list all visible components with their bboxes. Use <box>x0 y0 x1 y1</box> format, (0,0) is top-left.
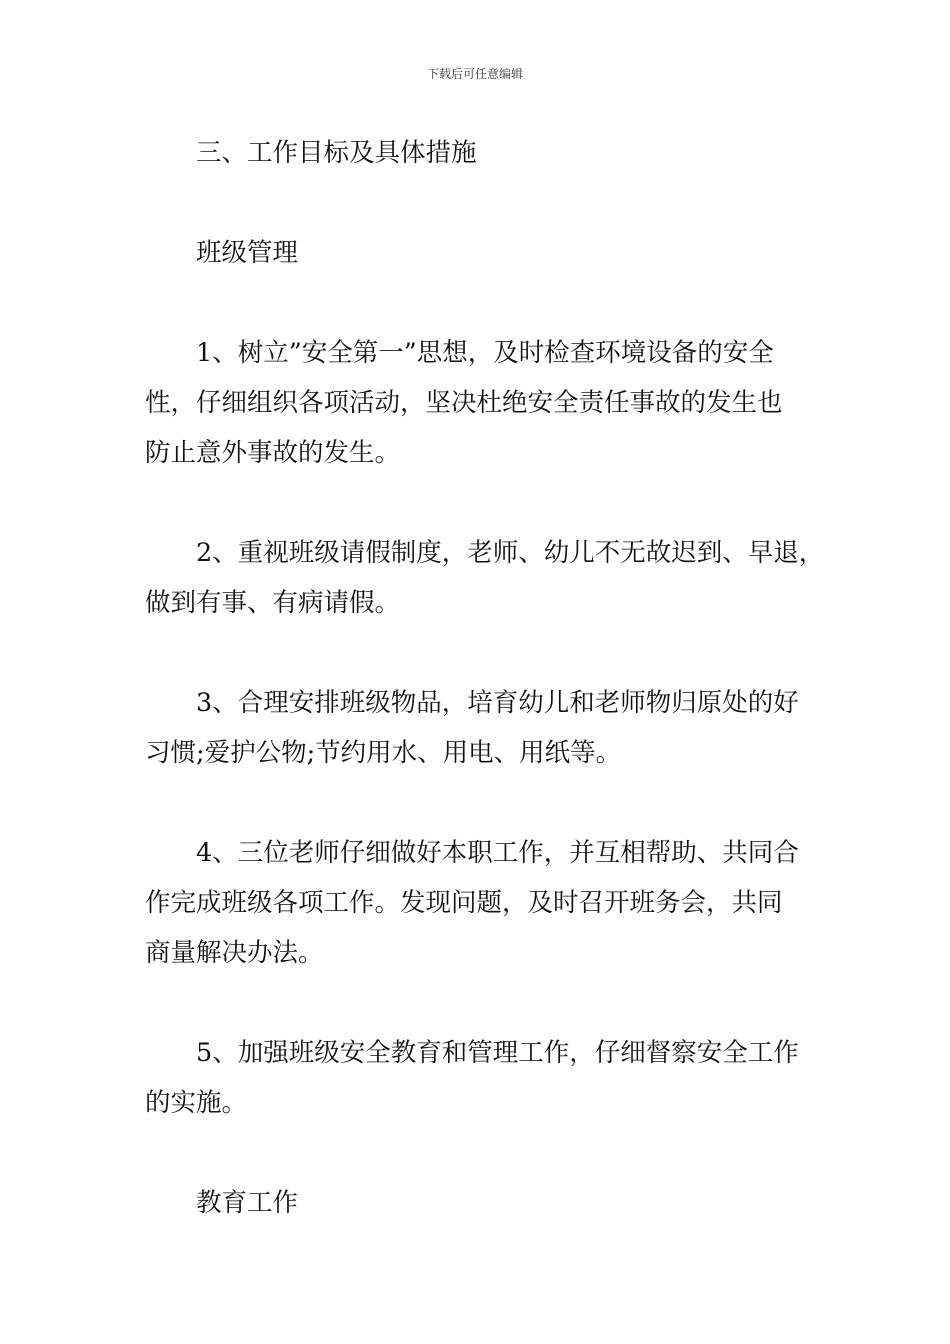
paragraph-line: 防止意外事故的发生。 <box>145 438 401 468</box>
paragraph-line: 的实施。 <box>145 1088 248 1118</box>
spacer <box>145 178 810 228</box>
paragraph-line: 作完成班级各项工作。发现问题，及时召开班务会，共同 <box>145 888 783 918</box>
paragraph-item-2 <box>145 528 825 628</box>
paragraph-line: 习惯;爱护公物;节约用水、用电、用纸等。 <box>145 738 622 768</box>
paragraph-item-1 <box>145 328 810 478</box>
paragraph-item-3 <box>145 678 810 778</box>
paragraph-line: 5、加强班级安全教育和管理工作，仔细督察安全工作 <box>196 1038 799 1068</box>
paragraph-line: 做到有事、有病请假。 <box>145 588 401 618</box>
paragraph-line: 2、重视班级请假制度，老师、幼儿不无故迟到、早退， <box>196 538 825 568</box>
section-heading: 三、工作目标及具体措施 <box>196 138 477 168</box>
paragraph-line: 4、三位老师仔细做好本职工作，并互相帮助、共同合 <box>196 838 799 868</box>
subheading-education-work: 教育工作 <box>196 1188 299 1218</box>
spacer <box>145 278 810 328</box>
paragraph-item-5 <box>145 1028 810 1128</box>
spacer <box>145 628 810 678</box>
spacer <box>145 978 810 1028</box>
paragraph-line: 1、树立”安全第一”思想，及时检查环境设备的安全 <box>196 338 774 368</box>
document-body <box>145 128 825 1228</box>
spacer <box>145 778 810 828</box>
paragraph-item-4 <box>145 828 810 978</box>
paragraph-line: 商量解决办法。 <box>145 938 324 968</box>
spacer <box>145 478 810 528</box>
subheading-class-management: 班级管理 <box>196 238 299 268</box>
page-header-note: 下载后可任意编辑 <box>426 67 523 81</box>
paragraph-line: 3、合理安排班级物品，培育幼儿和老师物归原处的好 <box>196 688 799 718</box>
spacer <box>145 1128 810 1178</box>
paragraph-line: 性，仔细组织各项活动，坚决杜绝安全责任事故的发生也 <box>145 388 783 418</box>
